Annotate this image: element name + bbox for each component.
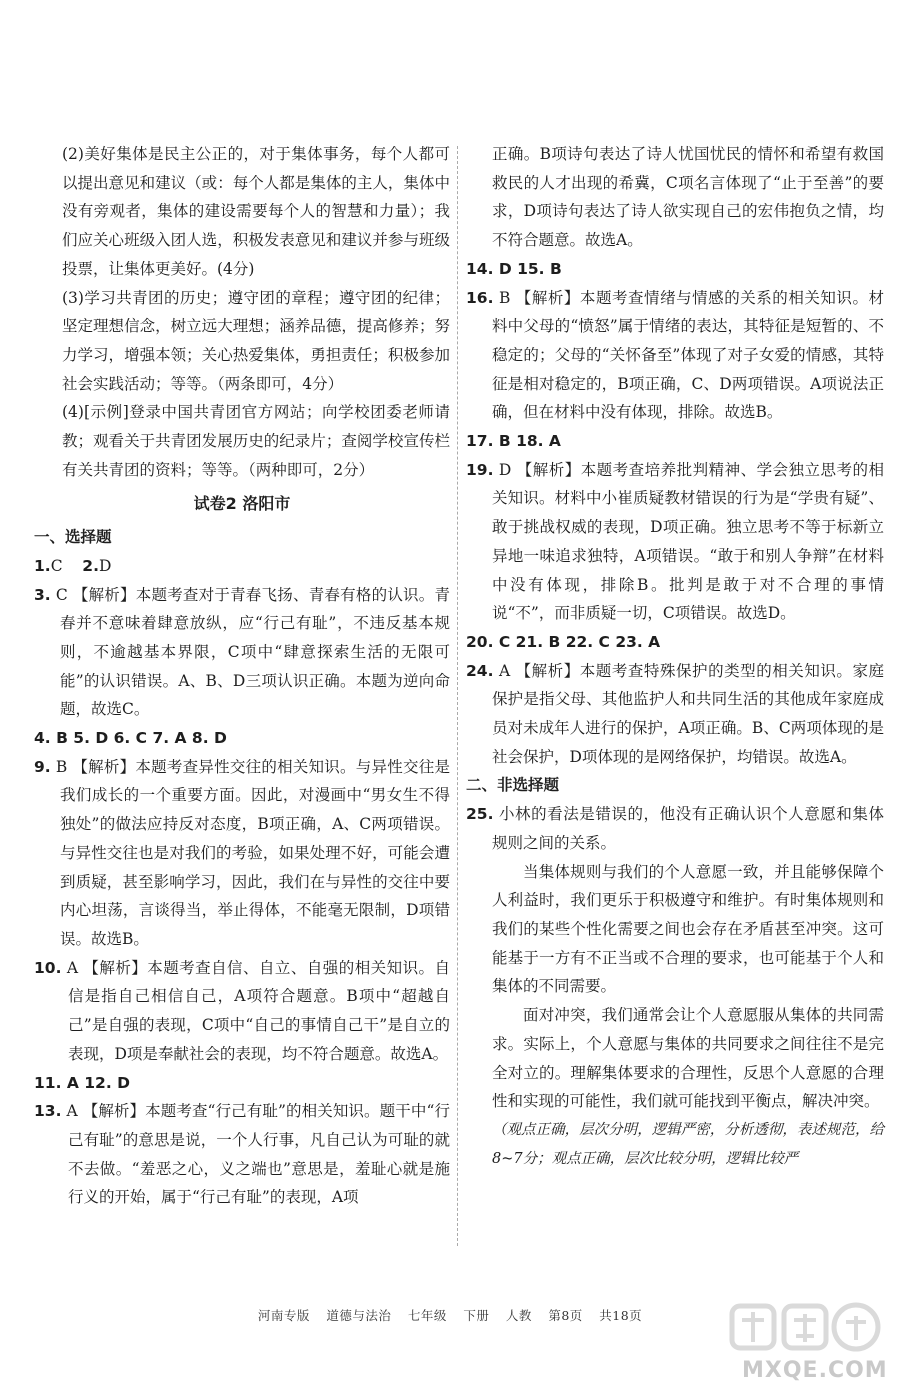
watermark-domain: MXQE.COM	[742, 1358, 888, 1383]
left-column	[34, 140, 450, 1212]
q25-scoring-note: （观点正确，层次分明，逻辑严密，分析透彻，表述规范，给8~7分；观点正确，层次比较分明，逻辑比较严	[492, 1121, 884, 1167]
q24-explanation	[466, 657, 884, 772]
section-choice-heading: 一、选择题	[34, 528, 112, 547]
q3-number: 3.	[34, 585, 51, 604]
q22-part3: (3)学习共青团的历史；遵守团的章程；遵守团的纪律；坚定理想信念，树立远大理想；涵养品德，提高修养；努力学习，增强本领；关心热爱集体，勇担责任；积极参加社会实践活动；等等。（两条即可，4分）	[62, 288, 450, 393]
q13-number: 13.	[34, 1102, 62, 1121]
q10-explanation	[34, 954, 450, 1069]
q16-text: B 【解析】本题考查情绪与情感的关系的相关知识。材料中父母的“愤怒”属于情绪的表达，其特征是短暂的、不稳定的；父母的“关怀备至”体现了对子女爱的情感，其特征是相对稳定的，B项正确，C、D两项错误。A项说法正确，但在材料中没有体现，排除。故选B。	[492, 288, 884, 422]
q24-text: A 【解析】本题考查特殊保护的类型的相关知识。家庭保护是指父母、其他监护人和共同生活的其他成年家庭成员对未成年人进行的保护，A项正确。B、C两项体现的是社会保护，D项体现的是网络保护，均错误。故选A。	[492, 661, 884, 766]
q9-explanation	[34, 753, 450, 954]
section-nonchoice-heading: 二、非选择题	[466, 776, 560, 795]
q1-answer: C	[50, 556, 63, 575]
q19-number: 19.	[466, 460, 494, 479]
q22-part4: (4)[示例]登录中国共青团官方网站；向学校团委老师请教；观看关于共青团发展历史的纪录片；查阅学校宣传栏有关共青团的资料；等等。（两种即可，2分）	[62, 403, 450, 479]
footer-edition: 河南专版	[257, 1308, 310, 1323]
footer-publisher: 人教	[505, 1308, 532, 1323]
footer-volume: 下册	[463, 1308, 490, 1323]
q13-explanation	[34, 1097, 450, 1212]
q25-paragraph-2: 当集体规则与我们的个人意愿一致，并且能够保障个人利益时，我们更乐于积极遵守和维护。有时集体规则和我们的某些个性化需要之间也会存在矛盾甚至冲突。这可能基于一方有不正当或不合理的要求，也可能基于个人和集体的不同需要。	[492, 862, 884, 996]
answer-row-20-23: 20. C 21. B 22. C 23. A	[466, 632, 661, 651]
q19-explanation	[466, 456, 884, 628]
q10-text: A 【解析】本题考查自信、自立、自强的相关知识。自信是指自己相信自己，A项符合题意。B项中“超越自己”是自强的表现，C项中“自己的事情自己干”是自立的表现，D项是奉献社会的表现，均不符合题意。故选A。	[66, 958, 450, 1063]
right-column	[466, 140, 884, 1173]
q10-number: 10.	[34, 958, 62, 977]
q3-explanation	[34, 581, 450, 725]
q1-number: 1.	[34, 556, 51, 575]
q25-answer	[466, 800, 884, 857]
answer-row-1-2	[34, 552, 450, 581]
q9-number: 9.	[34, 757, 51, 776]
answer-row-14-15: 14. D 15. B	[466, 259, 562, 278]
answer-row-11-12: 11. A 12. D	[34, 1073, 130, 1092]
q9-text: B 【解析】本题考查异性交往的相关知识。与异性交往是我们成长的一个重要方面。因此，对漫画中“男女生不得独处”的做法应持反对态度，B项正确，A、C两项错误。与异性交往也是对我们的考验，如果处理不好，可能会遭到质疑，甚至影响学习，因此，我们在与异性的交往中要内心坦荡，言谈得当，举止得体，不能毫无限制，D项错误。故选B。	[55, 757, 450, 948]
column-divider	[457, 146, 458, 1246]
q13-text: A 【解析】本题考查“行己有耻”的相关知识。题干中“行己有耻”的意思是说，一个人行事，凡自己认为可耻的就不去做。“羞恶之心，义之端也”意思是，羞耻心就是施行义的开始，属于“行己有耻”的表现，A项	[66, 1102, 450, 1207]
q16-explanation	[466, 284, 884, 428]
q24-number: 24.	[466, 661, 494, 680]
footer-subject: 道德与法治	[326, 1308, 392, 1323]
q3-text: C 【解析】本题考查对于青春飞扬、青春有格的认识。青春并不意味着肆意放纵，应“行己有耻”，不违反基本规则，不逾越基本界限，C项中“肆意探索生活的无限可能”的认识错误。A、B、D三项认识正确。本题为逆向命题，故选C。	[55, 585, 450, 719]
footer-page: 第8页	[548, 1308, 583, 1323]
q19-text: D 【解析】本题考查培养批判精神、学会独立思考的相关知识。材料中小崔质疑教材错误的行为是“学贵有疑”、敢于挑战权威的表现，D项正确。独立思考不等于标新立异地一味追求独特，A项错误。“敢于和别人争辩”在材料中没有体现，排除B。批判是敢于对不合理的事情说“不”，而非质疑一切，C项错误。故选D。	[492, 460, 884, 623]
q2-number: 2.	[82, 556, 99, 575]
q2-answer: D	[98, 556, 112, 575]
q25-number: 25.	[466, 805, 494, 824]
q25-paragraph-3: 面对冲突，我们通常会让个人意愿服从集体的共同需求。实际上，个人意愿与集体的共同要求之间往往不是完全对立的。理解集体要求的合理性，反思个人意愿的合理性和实现的可能性，我们就可能找到平衡点，解决冲突。	[492, 1006, 884, 1111]
q16-number: 16.	[466, 288, 494, 307]
q25-text: 小林的看法是错误的，他没有正确认识个人意愿和集体规则之间的关系。	[492, 805, 884, 852]
answer-row-4-8: 4. B 5. D 6. C 7. A 8. D	[34, 729, 227, 748]
q13-continued: 正确。B项诗句表达了诗人忧国忧民的情怀和希望有救国救民的人才出现的希冀，C项名言体现了“止于至善”的要求，D项诗句表达了诗人欲实现自己的宏伟抱负之情，均不符合题意。故选A。	[492, 145, 884, 250]
footer-total: 共18页	[599, 1308, 643, 1323]
footer-grade: 七年级	[407, 1308, 447, 1323]
exam-title: 试卷2 洛阳市	[193, 494, 291, 514]
q22-part2: (2)美好集体是民主公正的，对于集体事务，每个人都可以提出意见和建议（或：每个人都是集体的主人，集体中没有旁观者，集体的建设需要每个人的智慧和力量）；我们应关心班级入团人选，积极发表意见和建议并参与班级投票，让集体更美好。(4分)	[62, 145, 450, 278]
answer-row-17-18: 17. B 18. A	[466, 432, 561, 451]
